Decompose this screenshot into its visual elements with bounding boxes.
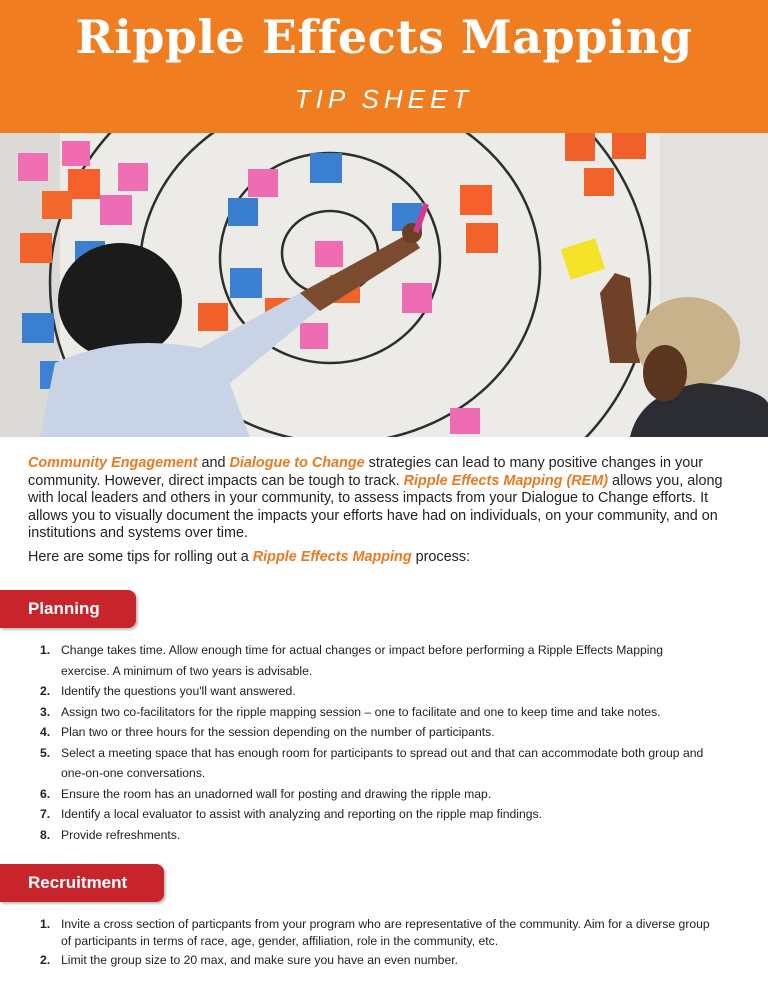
page-title: Ripple Effects Mapping (75, 10, 693, 64)
list-text: Invite a cross section of particpants from your program who are representative of the community. Aim for a diverse group of participants in terms of race, age, gender, affiliation, role in the community, etc. (61, 917, 710, 948)
list-item (40, 722, 711, 743)
list-item (40, 916, 711, 950)
list-item (40, 784, 711, 805)
intro-text-fragment: and (197, 455, 230, 471)
list-number: 1. (40, 917, 51, 931)
list-number: 8. (40, 827, 51, 842)
planning-list (40, 640, 711, 845)
list-number: 2. (40, 953, 51, 967)
intro-text-fragment: strategies can lead to many positive changes in your community. However, direct impacts can be tough to track. (28, 455, 704, 489)
page-subtitle: TIP SHEET (294, 84, 474, 114)
list-text: Select a meeting space that has enough room for participants to spread out and that can accommodate both group and one-on-one conversations. (61, 745, 704, 780)
list-number: 5. (40, 745, 51, 760)
list-number: 1. (40, 643, 51, 657)
intro-tips-lead (28, 549, 743, 567)
list-item (40, 952, 711, 969)
list-number: 4. (40, 725, 51, 739)
list-number: 7. (40, 807, 51, 821)
section-heading-recruitment: Recruitment (0, 864, 164, 902)
list-item (40, 825, 711, 846)
intro-text (28, 455, 743, 572)
term-dialogue-to-change: Dialogue to Change (229, 455, 365, 471)
recruitment-list (40, 916, 711, 971)
list-number: 6. (40, 786, 51, 801)
intro-paragraph (28, 455, 743, 543)
intro-text-fragment: allows you, along with local leaders and others in your community, to assess impacts from your Dialogue to Change efforts. It allows you to visually document the impacts your efforts have had on individuals, on your community, and on institutions and systems over time. (28, 472, 723, 541)
list-item (40, 681, 711, 702)
list-number: 2. (40, 684, 51, 698)
list-text: Assign two co-facilitators for the ripple mapping session – one to facilitate and one to keep time and take notes. (61, 704, 661, 719)
list-item (40, 804, 711, 825)
section-heading-planning: Planning (0, 590, 136, 628)
list-text: Identify a local evaluator to assist with analyzing and reporting on the ripple map findings. (61, 807, 543, 821)
list-text: Limit the group size to 20 max, and make sure you have an even number. (61, 953, 458, 967)
header-banner (0, 0, 768, 133)
list-item (40, 640, 711, 681)
term-ripple-effects-mapping: Ripple Effects Mapping (252, 548, 412, 565)
header-photo (0, 133, 768, 437)
list-text: Plan two or three hours for the session depending on the number of participants. (61, 725, 495, 739)
intro-text-fragment: process: (411, 548, 471, 565)
term-community-engagement: Community Engagement (28, 455, 198, 471)
term-rem: Ripple Effects Mapping (REM) (403, 472, 609, 489)
list-item (40, 702, 711, 723)
list-number: 3. (40, 704, 51, 719)
list-text: Ensure the room has an unadorned wall for posting and drawing the ripple map. (61, 786, 492, 801)
list-text: Identify the questions you'll want answered. (61, 684, 296, 698)
list-text: Provide refreshments. (61, 827, 181, 842)
list-text: Change takes time. Allow enough time for actual changes or impact before performing a Ripple Effects Mapping exercise. A minimum of two years is advisable. (61, 643, 664, 678)
intro-text-fragment: Here are some tips for rolling out a (28, 548, 253, 565)
list-item (40, 743, 711, 784)
